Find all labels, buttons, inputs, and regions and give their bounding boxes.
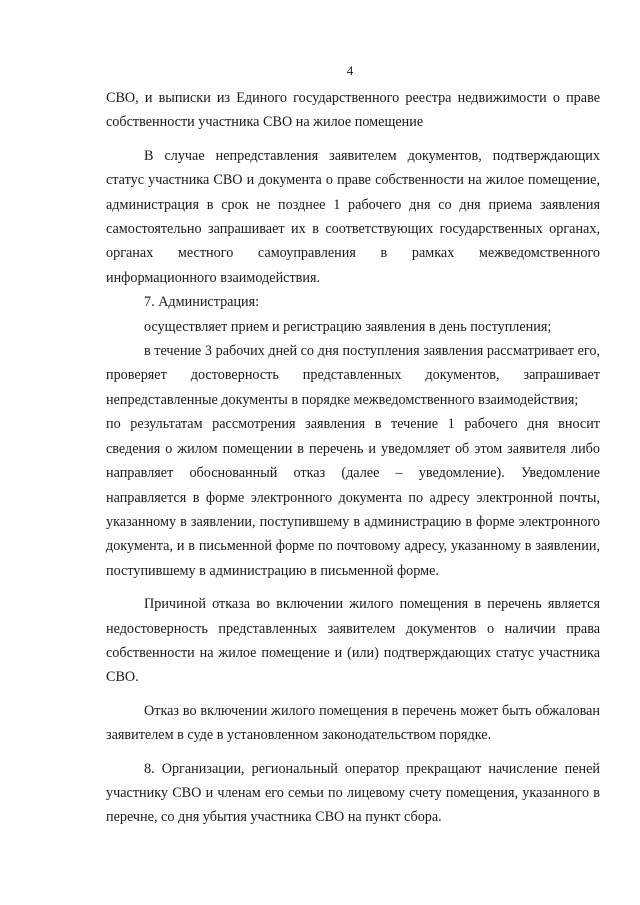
paragraph-spacer <box>106 690 600 699</box>
document-body <box>106 86 600 830</box>
paragraph: Причиной отказа во включении жилого помещения в перечень является недостоверность представленных заявителем документов о наличии права собственности на жилое помещение и (или) подтверждающих статус участника СВО. <box>106 596 600 686</box>
paragraph: в течение 3 рабочих дней со дня поступления заявления рассматривает его, проверяет достоверность представленных документов, запрашивает непредставленные документы в порядке межведомственного взаимодействия; <box>106 343 600 408</box>
page-number: 4 <box>346 63 354 78</box>
paragraph: В случае непредставления заявителем документов, подтверждающих статус участника СВО и документа о праве собственности на жилое помещение, администрация в срок не позднее 1 рабочего дня со дня приема заявления самостоятельно запрашивает их в соответствующих государственных органах, органах местного самоуправления в рамках межведомственного информационного взаимодействия. <box>106 147 600 286</box>
paragraph: по результатам рассмотрения заявления в течение 1 рабочего дня вносит сведения о жилом помещении в перечень и уведомляет об этом заявителя либо направляет обоснованный отказ (далее – уведомление). Уведомление направляется в форме электронного документа по адресу электронной почты, указанному в заявлении, поступившему в администрацию в форме электронного документа, и в письменной форме по почтовому адресу, указанному в заявлении, поступившему в администрацию в письменной форме. <box>106 416 600 579</box>
paragraph-spacer <box>106 583 600 592</box>
paragraph: 8. Организации, региональный оператор прекращают начисление пеней участнику СВО и членам его семьи по лицевому счету помещения, указанного в перечне, со дня убытия участника СВО на пункт сбора. <box>106 760 600 826</box>
paragraph: Отказ во включении жилого помещения в перечень может быть обжалован заявителем в суде в установленном законодательством порядке. <box>106 702 600 744</box>
paragraph: СВО, и выписки из Единого государственного реестра недвижимости о праве собственности участника СВО на жилое помещение <box>106 90 600 131</box>
paragraph-spacer <box>106 135 600 144</box>
paragraph: 7. Администрация: <box>144 294 260 311</box>
paragraph: осуществляет прием и регистрацию заявления в день поступления; <box>144 318 552 335</box>
paragraph-spacer <box>106 748 600 757</box>
